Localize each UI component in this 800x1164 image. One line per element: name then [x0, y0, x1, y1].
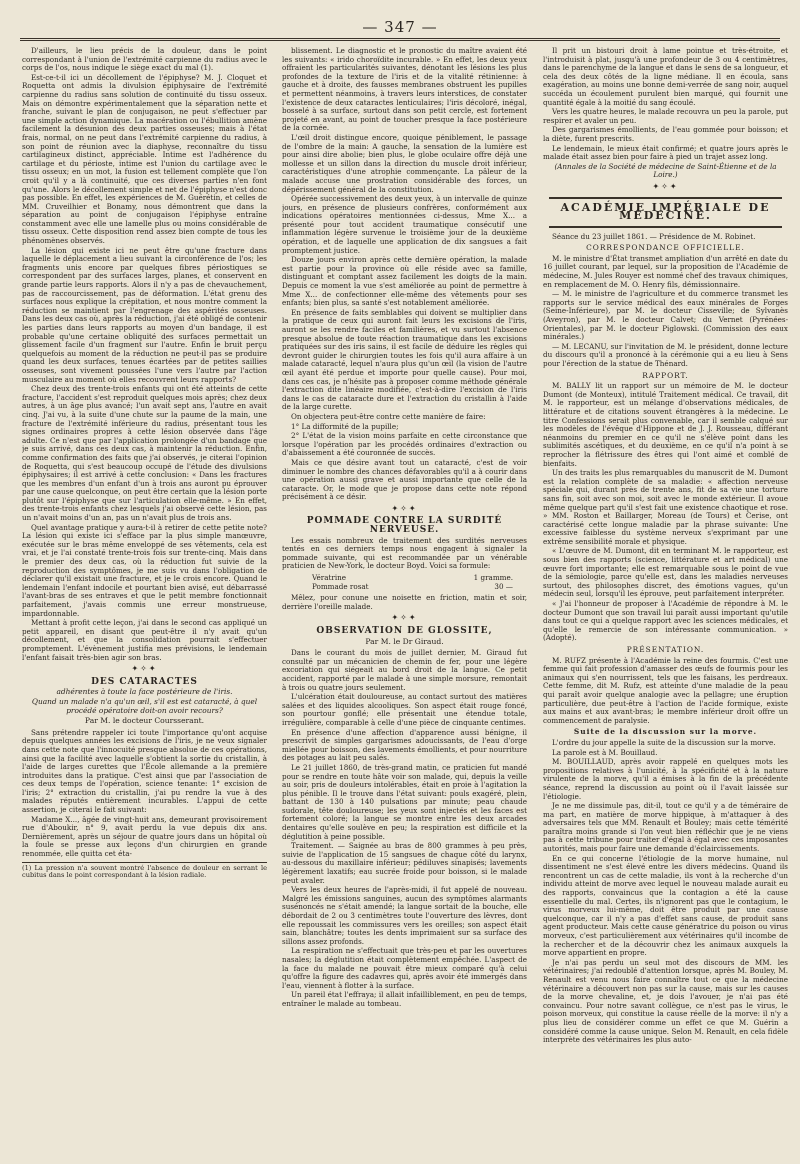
- paragraph: M. RUFZ présente à l'Académie la reine des fourmis. C'est une femme qui fait profession d'amasser des œufs de fourmis pour les animaux qui s'en nourrissent, tels que les faisans, les perdreaux. Cette femme, dit M. Rufz, est atteinte d'une maladie de la peau qui paraît avoir quelque analogie avec la pellagre; une éruption particulière, due peut-être à l'action de l'acide formique, existe aux mains et aux avant-bras; le membre inférieur droit offre un commencement de paralysie.: [543, 655, 788, 725]
- ornament-divider: ✦✧✦: [652, 181, 679, 191]
- paragraph: Mêlez, pour conune une noisette en friction, matin et soir, derrière l'oreille malade.: [282, 593, 527, 611]
- glossite-title: OBSERVATION DE GLOSSITE,: [316, 626, 493, 636]
- paragraph: Des gargarismes émollients, de l'eau gommée pour boisson; et la diète, furent prescrits.: [543, 125, 788, 143]
- paragraph: D'ailleurs, le lieu précis de la douleur, dans le point correspondant à l'union de l'extrémité carpienne du radius avec le corps de l'os, nous indique le siège exact du mal (1).: [22, 47, 267, 73]
- recipe-qty: 30 —: [494, 581, 513, 591]
- page-number: — 347 —: [362, 18, 438, 36]
- paragraph: L'œil droit distingue encore, quoique péniblement, le passage de l'ombre de la main: A gauche, la sensation de la lumière est pour ainsi dire abolie; bien plus, le globe oculaire offre déjà une mollesse et un sillon dans la direction du muscle droit inférieur, caractéristiques d'une atrophie commençante. La pâleur de la malade accuse une prostration considérable des forces, un dépérissement général de la constitution.: [282, 132, 527, 194]
- paragraph: L'ordre du jour appelle la suite de la discussion sur la morve.: [552, 737, 776, 747]
- paragraph: Douze jours environ après cette dernière opération, la malade est partie pour la province où elle réside avec sa famille, distinguant et comptant assez facilement les doigts de la main. Depuis ce moment la vue s'est améliorée au point de permettre à Mme X... de confectionner elle-même des vêtements pour ses enfants; bien plus, sa santé s'est notablement améliorée.: [282, 255, 527, 308]
- ornament-divider: ✦✧✦: [131, 664, 158, 674]
- recipe-line: [282, 583, 527, 592]
- paragraph: « L'œuvre de M. Dumont, dit en terminant M. le rapporteur, est sous bien des rapports (science, littérature et art médical) une œuvre fort importante; elle est remarquable sous le point de vue de la sémiologie, parce qu'elle est, dans les maladies nerveuses surtout, des philosophes discret, des émotions vagues, qu'un médecin seul, lorsqu'il les éprouve, peut parfaitement interpréter.: [543, 546, 788, 599]
- paragraph: Quel avantage pratique y aura-t-il à retirer de cette petite note? La lésion qui existe ici s'efface par la plus simple manœuvre, exécutée sur le bras même enveloppé de ses vêtements, cela est vrai, et je l'ai constaté trente-trois fois sur trente-cinq. Mais dans le premier des deux cas, où la réduction fut suivie de la reproduction des symptômes, je me suis vu dans l'obligation de déclarer qu'il existait une fracture, et je le crois encore. Quand le lendemain l'enfant indocile et pourtant bien avisé, eut débarrassé l'avant-bras de ses entraves et que le petit membre fonctionnait parfaitement, j'avais commis une erreur monstrueuse, impardonnable.: [22, 522, 267, 618]
- paragraph: Opérée successivement des deux yeux, à un intervalle de quinze jours, en présence de plusieurs confrères, conformément aux indications opératoires mentionnées ci-dessus, Mme X... a présenté pour tout accident traumatique consécutif une inflammation légère survenue le troisième jour de la deuxième opération, et de laquelle une application de dix sangsues a fait promptement justice.: [282, 194, 527, 255]
- academy-title: ACADÉMIE IMPÉRIALE DE MÉDECINE.: [560, 200, 771, 223]
- paragraph: M. BOUILLAUD, après avoir rappelé en quelques mots les propositions relatives à l'unicité, à la spécificité et à la nature virulente de la morve, qu'il a émises à la fin de la précédente séance, reprend la discussion au point où il l'avait laissée sur l'étiologie.: [543, 757, 788, 801]
- article-title: DES CATARACTES: [91, 676, 198, 687]
- paragraph: 2° L'état de la vision moins parfaite en cette circonstance que lorsque l'opération par les procédés ordinaires d'extraction ou d'abaissement a été couronnée de succès.: [282, 431, 527, 458]
- paragraph: Le 21 juillet 1860, de très-grand matin, ce praticien fut mandé pour se rendre en toute hâte voir son malade, qui, depuis la veille au soir, pris de douleurs intolérables, était en proie à l'agitation la plus pénible. Il le trouve dans l'état suivant: pouls exagéré, plein, battant de 130 à 140 pulsations par minute; peau chaude sudorale, tête douloureuse; les yeux sont injectés et les faces est fortement coloré; la langue se montre entre les deux arcades dentaires qu'elle soulève en peu; la respiration est difficile et la déglutition à peine possible.: [282, 762, 527, 841]
- paragraph: La lésion qui existe ici ne peut être qu'une fracture dans laquelle le déplacement a lieu suivant la circonférence de l'os; les fragments unis encore par quelques fibres périostiques se correspondent par des surfaces larges, planes, et conservent en grande partie leurs rapports. Alors il n'y a pas de chevauchement, pas de raccourcissement, pas de déformation. L'état grenu des surfaces nous explique la crépitation, et nous montre comment la réduction se maintient par l'engrenage des aspérités osseuses. Dans les deux cas où, après la réduction, j'ai été obligé de contenir les parties dans leurs rapports au moyen d'un bandage, il est probable qu'une certaine obliquité des surfaces permettait un glissement facile d'un fragment sur l'autre. Enfin le bruit perçu quelquefois au moment de la réduction ne peut-il pas se produire quand les deux surfaces, tenues écartées par de petites saillies osseuses, sont vivement poussées l'une vers l'autre par l'action musculaire au moment où elles recouvrent leurs rapports?: [22, 245, 267, 384]
- paragraph: Les essais nombreux de traitement des surdités nerveuses tentés en ces derniers temps nous engagent à signaler la pommade suivante, qui est recommandée par un vénérable praticien de New-York, le docteur Boyd. Voici sa formule:: [282, 535, 527, 571]
- footnote: (1) La pression n'a souvent montré l'absence de douleur en serrant le cubitus dans le point correspondant à la lésion radiale.: [22, 863, 267, 880]
- recipe-qty: 1 gramme.: [473, 573, 513, 583]
- paragraph: Traitement. — Saignée au bras de 800 grammes à peu près, suivie de l'application de 15 sangsues de chaque côté du larynx, au-dessous du maxillaire inférieur; pédiluves sinapisés; lavements légèrement laxatifs; eau sucrée froide pour boisson, si le malade peut avaler.: [282, 841, 527, 885]
- paragraph: Je ne me dissimule pas, dit-il, tout ce qu'il y a de téméraire de ma part, en matière de morve hippique, à m'attaquer à des adversaires tels que MM. Renault et Bouley; mais cette témérité paraîtra moins grande si l'on veut bien réfléchir que je ne viens pas à cette tribune pour traiter d'égal à égal avec ces imposantes autorités, mais pour faire une demande d'éclaircissements.: [543, 801, 788, 854]
- header-rule: [20, 38, 780, 41]
- recipe-item: Vératrine: [312, 573, 347, 583]
- paragraph: On objectera peut-être contre cette manière de faire:: [291, 411, 486, 421]
- paragraph: Un des traits les plus remarquables du manuscrit de M. Dumont est la relation complète de sa maladie: « affection nerveuse spéciale qui, durant près de trente ans, fit de sa vie une torture sans fin, soit avec son moi, soit avec le monde extérieur. Il avoue même quelque part qu'il s'est fait une existence chaotique et rose. » MM. Roston et Baillarger, Moreau (de Tours) et Cerise, ont caractérisé cette longue maladie par la phrase suivante: Une excessive faiblesse du système nerveux s'exprimant par une extrême sensibilité morale et physique.: [543, 468, 788, 546]
- paragraph: Il prit un bistouri droit à lame pointue et très-étroite, et l'introduisit à plat, jusqu'à une profondeur de 3 ou 4 centimètres, dans le parenchyme de la langue et dans le sens de sa longueur, et cela des deux côtés de la ligne médiane. Il en écoula, sans exagération, au moins une bonne demi-verrée de sang noir, auquel succéda un écoulement purulent bien marqué, qui fournit une quantité égale à la moitié du sang écoulé.: [543, 47, 788, 107]
- article-subtitle: adhérentes à toute la face postérieure de l'iris.: [56, 687, 233, 697]
- rubric-heading: Suite de la discussion sur la morve.: [573, 727, 758, 737]
- recipe-item: Pommade rosat: [312, 581, 369, 591]
- glossite-author: Par M. le Dr Giraud.: [365, 636, 444, 646]
- paragraph: Est-ce-t-il ici un décollement de l'épiphyse? M. J. Cloquet et Roquetta ont admis la divulsion épiphysaire de l'extrémité carpienne du radius sans solution de continuité du tissu osseux. Mais on démontre expérimentalement que la séparation nette et franche, suivant le plan de conjugaison, ne peut s'effectuer par une simple action dynamique. La macération ou l'ébullition amène facilement la désunion des deux parties osseuses; mais à l'état frais, normal, on ne peut dans l'extrémité carpienne du radius, à son point de réunion avec la diaphyse, reconnaître du tissu cartilagineux distinct, appréciable. Intime est l'adhérence du cartilage et du périoste, intime est l'union du cartilage avec le tissu osseux; en un mot, la fusion est tellement complète que l'on croit qu'il y a là continuité, que ces diverses parties n'en font qu'une. Alors le décollement simple et net de l'épiphyse n'est donc pas possible. En effet, les expériences de M. Guérétin, et celles de MM. Cruveilhier et Bonamy, nous démontrent que dans la séparation au point de conjugaison l'épiphyse entraîne constamment avec elle une lamelle plus ou moins considérable de tissu osseux. Cette disposition rend assez bien compte de tous les phénomènes observés.: [22, 72, 267, 246]
- ornament-divider: ✦✧✦: [391, 613, 418, 623]
- paragraph: blissement. Le diagnostic et le pronostic du maître avaient été les suivants: « irido choroïdite incurable. » En effet, les deux yeux offraient les particularités suivantes, dénotant les lésions les plus profondes de la texture de l'iris et de la vitalité rétinienne: à gauche et à droite, des fausses membranes obstruent les pupilles et permettent néanmoins, à travers leurs interstices, de constater l'existence de deux cataractes lenticulaires; l'iris décoloré, inégal, bosselé à sa surface, surtout dans son petit cercle, est fortement projeté en avant, au point de toucher presque la face postérieure de la cornée.: [282, 47, 527, 133]
- paragraph: La respiration ne s'effectuait que très-peu et par les ouvertures nasales; la déglutition était complètement empêchée. L'aspect de la face du malade ne pouvait être mieux comparé qu'à celui qu'offre la figure des cadavres qui, après avoir été immergés dans l'eau, viennent à flotter à la surface.: [282, 946, 527, 990]
- article-question: Quand un malade n'a qu'un œil, s'il est est cataracté, à quel procédé opératoire doit-on avoir recours?: [31, 696, 258, 715]
- ornament-divider: ✦✧✦: [391, 503, 418, 513]
- paragraph: En ce qui concerne l'étiologie de la morve humaine, nul dissentiment ne s'est élevé entre les divers médecins. Quand ils rencontrent un cas de cette maladie, ils vont à la recherche d'un individu atteint de morve avec lequel le nouveau malade aurait eu des rapports, convaincus que la contagion a été la cause essentielle du mal. Certes, ils n'ignorent pas que le contagium, le virus morveux lui-même, doit être produit par une cause quelconque, car il n'y a pas d'effet sans cause, de produit sans agent producteur. Mais cette cause génératrice du poison ou virus morveux, c'est particulièrement aux vétérinaires qu'il incombe de la rechercher et de la découvrir chez les animaux auxquels la morve appartient en propre.: [543, 853, 788, 958]
- paragraph: Vers les quatre heures, le malade recouvra un peu la parole, put respirer et avaler un peu.: [543, 107, 788, 125]
- rubric-heading: PRÉSENTATION.: [626, 645, 705, 654]
- paragraph: Dans le courant du mois de juillet dernier, M. Giraud fut consulté par un mécanicien de chemin de fer, pour une légère excoriation qui siégeait au bord droit de la langue. Ce petit accident, rapporté par le malade à une simple morsure, remontait à trois ou quatre jours seulement.: [282, 648, 527, 692]
- column-1: [22, 47, 267, 1152]
- section-rule: [549, 197, 782, 199]
- paragraph: Mettant à profit cette leçon, j'ai dans le second cas appliqué un petit appareil, en disant que peut-être il n'y avait qu'un décollement, et que la consolidation pourrait s'effectuer promptement. L'évènement justifia mes prévisions, le lendemain l'enfant faisait très-bien agir son bras.: [22, 618, 267, 662]
- source-citation: (Annales de la Société de médecine de Saint-Étienne et de la Loire.): [554, 161, 777, 180]
- paragraph: En présence de faits semblables qui doivent se multiplier dans la pratique de ceux qui auront fait leurs les excisions de l'iris, auront se les rendre faciles et familières, et vu surtout l'absence presque absolue de toute réaction traumatique dans les excisions pratiquées sur des iris sains, il est facile de déduire les règles qui devront guider le chirurgien toutes les fois qu'il aura affaire à un malade cataracté, lequel n'aura plus qu'un œil (la vision de l'autre œil ayant été perdue et importe pour quelle cause). Pour moi, dans ces cas, je n'hésite pas à proposer comme méthode générale l'extraction dite linéaire modifiée, c'est-à-dire l'excision de l'iris dans le cas de cataracte dure et l'extraction du cristallin à l'aide de la large curette.: [282, 307, 527, 412]
- paragraph: M. BALLY lit un rapport sur un mémoire de M. le docteur Dumont (de Monteux), intitulé Traitement médical. Ce travail, dit M. le rapporteur, est un mélange d'observations médicales, de littérature et de citations souvent étrangères à la médecine. Le titre Confessions serait plus convenable, car il semble calqué sur les modèles de l'évêque d'Hippone et de J. J. Rousseau, différant néanmoins du premier en ce qu'il ne s'élève point dans les sublimités ascétiques, et du deuxième, en ce qu'il n'a point à se reprocher la flétrissure des êtres qui l'ont aimé et comblé de bienfaits.: [543, 381, 788, 468]
- paragraph: En présence d'une affection d'apparence aussi bénigne, il prescrivit de simples gargarismes adoucissants, de l'eau d'orge miellée pour boisson, des lavements émollients, et pour nourriture des potages au lait peu salés.: [282, 727, 527, 763]
- paragraph: La parole est à M. Bouillaud.: [552, 747, 658, 757]
- rubric-heading: CORRESPONDANCE OFFICIELLE.: [586, 243, 745, 253]
- pommade-title: POMMADE CONTRE LA SURDITÉ NERVEUSE.: [306, 516, 503, 536]
- paragraph: — M. le ministre de l'agriculture et du commerce transmet les rapports sur le service médical des eaux minérales de Forges (Seine-Inférieure), par M. le docteur Cisseville; de Sylvanès (Aveyron), par M. le docteur Calvet; du Vernet (Pyrénées-Orientales), par M. le docteur Piglowski. (Commission des eaux minérales.): [543, 289, 788, 342]
- column-2: [282, 47, 527, 1152]
- paragraph: Je n'ai pas perdu un seul mot des discours de MM. les vétérinaires; j'ai redoublé d'attention lorsque, après M. Bouley, M. Renault est venu nous faire connaître tout ce que la médecine vétérinaire a découvert non pas sur la cause, mais sur les causes de la morve chevaline, et, je dois l'avouer, je n'ai pas été convaincu. Pour notre savant collègue, ce n'est pas le virus, le poison morveux, qui constitue la cause réelle de la morve: il n'y a plus lieu de considérer comme un effet ce que M. Guérin a considéré comme la cause unique. Selon M. Renault, en cela fidèle interprète des vétérinaires les plus auto-: [543, 957, 788, 1045]
- section-rule: [549, 226, 782, 228]
- paragraph: Le lendemain, le mieux était confirmé; et quatre jours après le malade était assez bien pour faire à pied un trajet assez long.: [543, 143, 788, 162]
- paragraph: Madame X..., âgée de vingt-huit ans, demeurant provisoirement rue d'Aboukir, n° 9, avait perdu la vue depuis dix ans. Dernièrement, après un séjour de quatre jours dans un hôpital où la foule se presse aux leçons d'un chirurgien en grande renommée, elle quitta cet éta-: [22, 814, 267, 859]
- article-author: Par M. le docteur Coursserant.: [84, 716, 205, 726]
- paragraph: 1° La difformité de la pupille;: [291, 421, 399, 431]
- paragraph: Mais ce que désire avant tout un cataracté, c'est de voir diminuer le nombre des chances défavorables qu'il a à courir dans une opération aussi grave et aussi importante que celle de la cataracte. Or, le mode que je propose dans cette note répond précisément à ce désir.: [282, 457, 527, 502]
- paragraph: Vers les deux heures de l'après-midi, il fut appelé de nouveau. Malgré les émissions sanguines, aucun des symptômes alarmants susénoncés ne s'était amendé; la langue sortait de la bouche, elle débordait de 2 ou 3 centimètres toute l'ouverture des lèvres, dont elle repoussait les commissures vers les oreilles; son aspect était sain, blanchâtre; toutes les dents imprimaient sur sa surface des sillons assez profonds.: [282, 885, 527, 946]
- paragraph: M. le ministre d'État transmet ampliation d'un arrêté en date du 16 juillet courant, par lequel, sur la proposition de l'Académie de médecine, M. Jules Rouyer est nommé chef des travaux chimiques, en remplacement de M. O. Henry fils, démissionnaire.: [543, 253, 788, 289]
- column-3: [543, 47, 788, 1152]
- paragraph: L'ulcération était douloureuse, au contact surtout des matières salées et des liquides alcooliques. Son aspect était rouge foncé, son pourtour gonflé; elle présentait une étendue totale, irrégulière, comparable à celle d'une pièce de cinquante centimes.: [282, 692, 527, 727]
- paragraph: — M. LECANU, sur l'invitation de M. le président, donne lecture du discours qu'il a prononcé à la cérémonie qui a eu lieu à Sens pour l'érection de la statue de Thénard.: [543, 341, 788, 368]
- recipe-list: [282, 574, 527, 591]
- paragraph: Chez deux des trente-trois enfants qui ont été atteints de cette fracture, l'accident s'est reproduit quelques mois après; chez deux autres, à un âge plus avancé; l'un avait sept ans, l'autre en avait cinq. J'ai vu, à la suite d'une chute sur la paume de la main, une fracture de l'extrémité inférieure du radius, présentant tous les signes ordinaires propres à cette lésion observée dans l'âge adulte. Ce n'est que par l'application prolongée d'un bandage que je suis arrivé, dans ces deux cas, à maintenir la réduction. Enfin, comme confirmation des faits que j'ai observés, je citerai l'opinion de Roquetta, qui s'est beaucoup occupé de l'étude des divulsions épiphysaires; il est arrivé à cette conclusion: « Dans les fractures que les membres d'un enfant d'un à trois ans auront pu éprouver par une cause quelconque, on peut être certain que la lésion porte plutôt sur l'épiphyse que sur l'articulation elle-même. » En effet, des trente-trois enfants chez lesquels j'ai observé cette lésion, pas un n'avait moins d'un an, pas un n'avait plus de trois ans.: [22, 384, 267, 523]
- rubric-heading: RAPPORT.: [642, 370, 689, 380]
- session-line: Séance du 23 juillet 1861. — Présidence de M. Robinet.: [552, 231, 756, 241]
- paragraph: « J'ai l'honneur de proposer à l'Académie de répondre à M. le docteur Dumont que son travail lui paraît aussi important qu'utile dans tout ce qui a quelque rapport avec les sciences médicales, et qu'elle le remercie de son intéressante communication. » (Adopté).: [543, 599, 788, 643]
- paragraph: Un pareil état l'effraya; il allait infailliblement, en peu de temps, entraîner le malade au tombeau.: [282, 990, 527, 1008]
- paragraph: Sans prétendre rappeler ici toute l'importance qu'ont acquise depuis quelques années les excisions de l'iris, je ne veux signaler dans cette note que l'innocuité presque absolue de ces opérations, ainsi que la facilité avec laquelle s'obtient la sortie du cristallin, à l'aide de larges curettes que l'École allemande a la première introduites dans la pratique. C'est ainsi que par l'association de ces deux temps de l'opération, science tenante: 1° excision de l'iris; 2° extraction du cristallin, j'ai pu rendre la vue à des malades réputés entièrement incurables. L'appui de cette assertion, je citerai le fait suivant:: [22, 727, 267, 815]
